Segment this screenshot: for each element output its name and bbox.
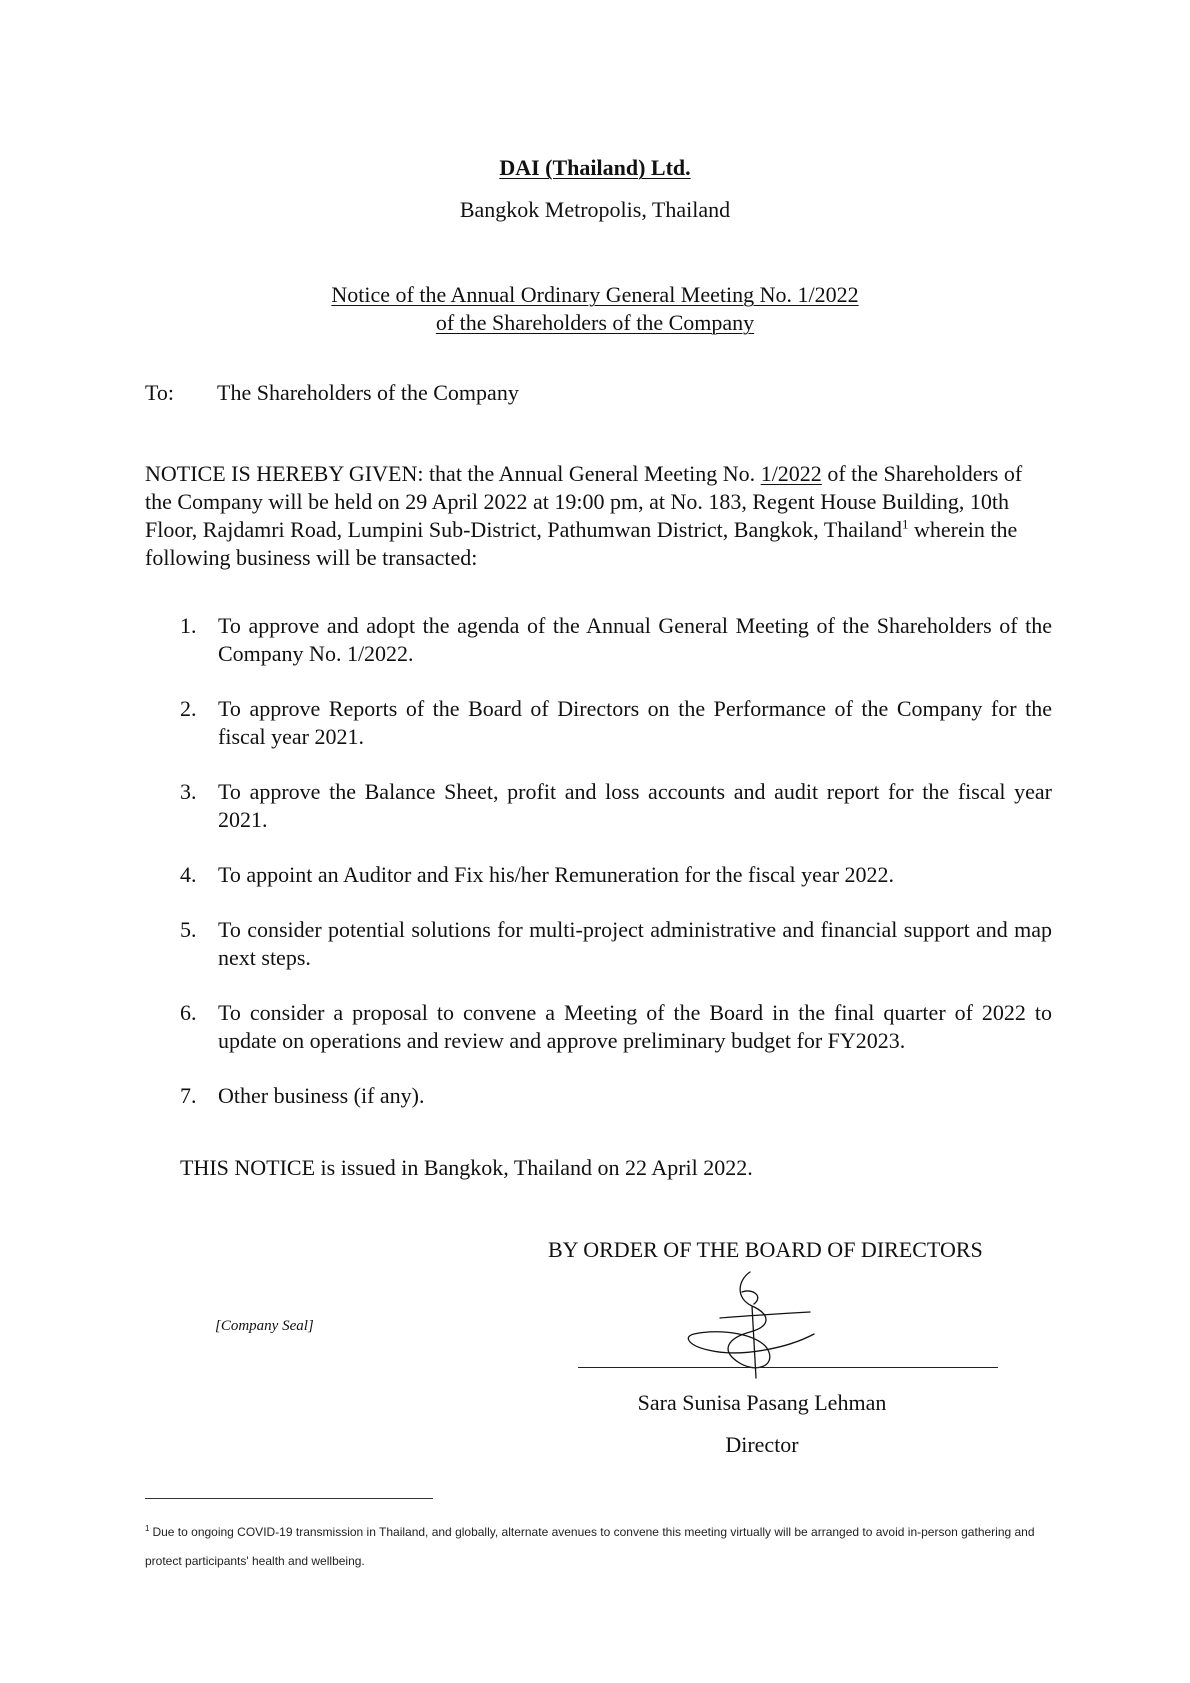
signature-line <box>578 1367 998 1368</box>
agenda-item: 2. To approve Reports of the Board of Directors on the Performance of the Company for the fiscal year 2021. <box>180 696 1052 749</box>
footnote-number: 1 <box>145 1524 150 1533</box>
footnote-text: Due to ongoing COVID-19 transmission in Thailand, and globally, alternate avenues to convene this meeting virtually will be arranged to avoid in-person gathering and protect participants' health and wellbeing. <box>145 1525 1035 1568</box>
addressee-line <box>145 380 519 406</box>
agenda-item: 1. To approve and adopt the agenda of the Annual General Meeting of the Shareholders of the Company No. 1/2022. <box>180 613 1052 666</box>
agenda-item: 6. To consider a proposal to convene a Meeting of the Board in the final quarter of 2022 to update on operations and review and approve preliminary budget for FY2023. <box>180 1000 1052 1053</box>
company-name: DAI (Thailand) Ltd. <box>499 155 691 180</box>
notice-title-line1: Notice of the Annual Ordinary General Meeting No. 1/2022 <box>331 282 859 307</box>
issued-statement: THIS NOTICE is issued in Bangkok, Thailand on 22 April 2022. <box>180 1155 753 1180</box>
agenda-item: 3. To approve the Balance Sheet, profit and loss accounts and audit report for the fiscal year 2021. <box>180 779 1052 832</box>
agenda-item: 4. To appoint an Auditor and Fix his/her Remuneration for the fiscal year 2022. <box>180 862 895 887</box>
agenda-item: 7. Other business (if any). <box>180 1083 425 1108</box>
company-location: Bangkok Metropolis, Thailand <box>459 197 731 222</box>
addressee-value: The Shareholders of the Company <box>217 380 519 405</box>
footnote-divider <box>145 1498 433 1499</box>
footnote-reference: 1 <box>902 516 909 532</box>
footnote <box>145 1518 1055 1576</box>
notice-title <box>0 281 1190 337</box>
agenda-item: 5. To consider potential solutions for multi-project administrative and financial support and map next steps. <box>180 917 1052 970</box>
addressee-label: To: <box>145 380 175 405</box>
intro-paragraph: NOTICE IS HEREBY GIVEN: that the Annual General Meeting No. 1/2022 of the Shareholders of the Company will be held on 29 April 2022 at 19:00 pm, at No. 183, Regent House Building, 10th Floor, Rajdamri Road, Lumpini Sub-District, Pathumwan District, Bangkok, Thailand$^1$ wherein the following business will be transacted: <box>145 461 1023 570</box>
company-seal-placeholder: [Company Seal] <box>215 1318 314 1334</box>
director-signature <box>680 1270 820 1380</box>
signer-title: Director <box>725 1432 799 1457</box>
notice-title-line2: of the Shareholders of the Company <box>435 310 755 335</box>
meeting-number: 1/2022 <box>760 461 822 486</box>
agenda-list <box>180 612 1052 1137</box>
signer-name: Sara Sunisa Pasang Lehman <box>637 1390 887 1415</box>
board-order-statement: BY ORDER OF THE BOARD OF DIRECTORS <box>548 1237 983 1262</box>
